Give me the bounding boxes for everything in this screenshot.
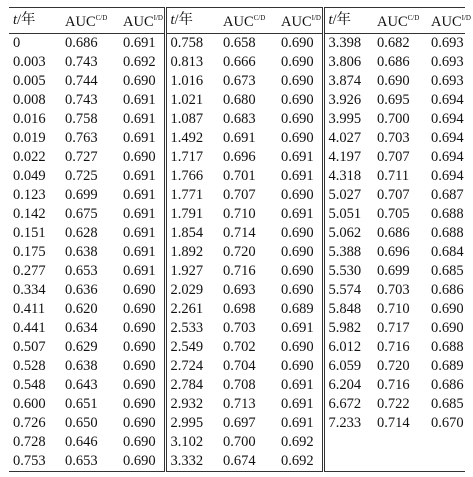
cell-t: 0.758 [165,34,219,54]
cell-auc-id: 0.690 [123,415,156,431]
cell-auc-id: 0.690 [281,225,314,241]
cell-auc-cd: 0.693 [223,282,256,298]
header-auc-label: AUC [377,14,408,30]
cell-auc-id: 0.690 [281,282,314,298]
cell-t: 0.005 [13,73,46,89]
header-t [9,8,61,34]
header-t-var: t [13,12,18,28]
cell-t: 3.926 [323,91,373,110]
cell-t: 1.016 [165,72,219,91]
cell-auc-id: 0.693 [431,35,464,51]
cell-auc-cd: 0.620 [65,301,98,317]
cell-auc-cd: 0.696 [377,244,410,260]
cell-t: 2.029 [165,281,219,300]
cell-auc-cd: 0.758 [65,111,98,127]
cell-auc-cd: 0.653 [65,453,98,469]
header-row [9,8,465,34]
cell-auc-cd: 0.673 [223,73,256,89]
cell-auc-id: 0.690 [123,453,156,469]
cell-auc-cd: 0.707 [223,187,256,203]
cell-t: 6.059 [323,357,373,376]
cell-t: 0.600 [13,396,46,412]
table-row [9,338,465,357]
cell-t: 0.003 [13,54,46,70]
cell-t: 4.318 [323,167,373,186]
cell-auc-cd: 0.743 [65,92,98,108]
cell-auc-id: 0.690 [281,54,314,70]
header-auc-label: AUC [281,14,312,30]
cell-auc-cd: 0.700 [377,111,410,127]
cell-auc-cd: 0.700 [223,434,256,450]
cell-auc-cd: 0.636 [65,282,98,298]
cell-auc-cd: 0.710 [377,301,410,317]
cell-auc-id: 0.691 [281,377,314,393]
cell-auc-id: 0.692 [123,54,156,70]
header-t-unit: /年 [17,12,36,28]
cell-t: 7.233 [323,414,373,433]
cell-auc-id: 0.690 [431,320,464,336]
table-row [9,167,465,186]
cell-t: 0.411 [13,301,46,317]
table-row [9,281,465,300]
cell-t [323,452,373,472]
table-row [9,319,465,338]
header-auc-cd-sup: C/D [95,14,108,22]
cell-t: 0 [13,35,21,51]
cell-auc-id: 0.694 [431,168,464,184]
cell-t: 5.530 [323,262,373,281]
header-auc-cd [373,8,427,34]
cell-t: 1.087 [165,110,219,129]
header-t-unit: /年 [174,12,194,28]
cell-t: 5.982 [323,319,373,338]
cell-auc-cd: 0.704 [223,358,256,374]
cell-t: 0.142 [13,206,46,222]
cell-auc-cd: 0.707 [377,149,410,165]
cell-auc-cd: 0.683 [223,111,256,127]
cell-t: 0.277 [13,263,46,279]
header-auc-cd [219,8,277,34]
cell-auc-cd: 0.691 [223,130,256,146]
cell-t: 2.261 [165,300,219,319]
cell-auc-cd: 0.686 [377,54,410,70]
cell-auc-cd: 0.702 [223,339,256,355]
header-t [323,8,373,34]
cell-auc-id: 0.691 [123,187,156,203]
header-auc-id-sup: I/D [153,14,163,22]
cell-t: 0.175 [13,244,46,260]
header-auc-label: AUC [431,14,462,30]
cell-t: 3.332 [165,452,219,472]
cell-auc-id: 0.694 [431,130,464,146]
cell-auc-cd: 0.628 [65,225,98,241]
cell-auc-cd: 0.666 [223,54,256,70]
cell-t: 3.398 [323,34,373,54]
cell-t: 0.016 [13,111,46,127]
cell-auc-cd: 0.716 [377,339,410,355]
cell-auc-cd: 0.674 [223,453,256,469]
cell-auc-cd: 0.725 [65,168,98,184]
cell-t: 3.995 [323,110,373,129]
cell-t: 1.791 [165,205,219,224]
cell-t: 0.441 [13,320,46,336]
cell-auc-id: 0.691 [281,168,314,184]
cell-auc-id: 0.691 [123,263,156,279]
cell-auc-cd: 0.658 [223,35,256,51]
cell-auc-id: 0.684 [431,244,464,260]
cell-auc-cd: 0.705 [377,206,410,222]
cell-t: 4.197 [323,148,373,167]
cell-auc-cd: 0.763 [65,130,98,146]
header-auc-id [427,8,471,34]
table-row [9,148,465,167]
cell-auc-id: 0.689 [431,358,464,374]
cell-auc-id: 0.688 [431,339,464,355]
cell-t: 0.123 [13,187,46,203]
cell-auc-id: 0.686 [431,377,464,393]
cell-auc-cd: 0.653 [65,263,98,279]
cell-auc-id: 0.691 [123,225,156,241]
cell-auc-id: 0.690 [281,263,314,279]
cell-auc-cd: 0.634 [65,320,98,336]
cell-auc-id: 0.687 [431,187,464,203]
cell-auc-id: 0.693 [431,54,464,70]
cell-auc-cd [373,433,427,452]
cell-auc-id: 0.690 [123,301,156,317]
cell-auc-cd: 0.651 [65,396,98,412]
cell-auc-id: 0.690 [123,149,156,165]
cell-auc-id: 0.688 [431,206,464,222]
cell-auc-id: 0.688 [431,225,464,241]
cell-auc-cd: 0.720 [377,358,410,374]
cell-auc-id: 0.690 [123,434,156,450]
cell-auc-id: 0.690 [281,73,314,89]
cell-t: 3.874 [323,72,373,91]
header-auc-label: AUC [65,14,96,30]
cell-auc-id: 0.690 [281,35,314,51]
cell-auc-id: 0.691 [281,415,314,431]
cell-auc-id: 0.690 [281,244,314,260]
cell-t: 2.533 [165,319,219,338]
cell-auc-id: 0.691 [281,206,314,222]
table-row [9,53,465,72]
cell-auc-cd: 0.690 [377,73,410,89]
cell-t: 0.049 [13,168,46,184]
cell-auc-id: 0.692 [281,453,314,469]
cell-t: 3.806 [323,53,373,72]
cell-auc-cd: 0.743 [65,54,98,70]
cell-auc-id: 0.686 [431,282,464,298]
header-auc-cd-sup: C/D [253,14,266,22]
cell-auc-cd: 0.675 [65,206,98,222]
cell-t: 0.753 [13,453,46,469]
cell-auc-cd: 0.699 [377,263,410,279]
table-row [9,300,465,319]
cell-auc-id: 0.670 [431,415,464,431]
cell-auc-id: 0.690 [123,377,156,393]
cell-auc-id: 0.685 [431,263,464,279]
cell-auc-id: 0.694 [431,149,464,165]
cell-auc-id: 0.691 [123,244,156,260]
cell-auc-cd: 0.686 [65,35,98,51]
cell-auc-id: 0.692 [281,434,314,450]
cell-auc-id: 0.691 [123,206,156,222]
table-body [9,34,465,472]
cell-auc-id: 0.691 [281,396,314,412]
cell-auc-id [427,433,465,452]
cell-auc-id: 0.690 [123,339,156,355]
table-row [9,72,465,91]
table-row [9,395,465,414]
cell-t: 1.492 [165,129,219,148]
header-auc-cd-sup: C/D [407,14,420,22]
cell-t: 6.672 [323,395,373,414]
table-row [9,186,465,205]
cell-auc-cd [373,452,427,472]
cell-t: 1.854 [165,224,219,243]
cell-auc-id: 0.691 [123,92,156,108]
cell-auc-cd: 0.698 [223,301,256,317]
cell-auc-cd: 0.697 [223,415,256,431]
cell-auc-id: 0.689 [281,301,314,317]
cell-auc-cd: 0.695 [377,92,410,108]
cell-auc-id: 0.690 [281,187,314,203]
cell-auc-cd: 0.643 [65,377,98,393]
cell-t: 5.027 [323,186,373,205]
cell-auc-cd: 0.680 [223,92,256,108]
cell-t: 1.892 [165,243,219,262]
cell-t: 2.549 [165,338,219,357]
cell-t: 0.548 [13,377,46,393]
cell-auc-cd: 0.703 [377,130,410,146]
cell-t: 0.022 [13,149,46,165]
table-row [9,243,465,262]
table-row [9,224,465,243]
cell-t: 0.334 [13,282,46,298]
header-t-var: t [328,12,333,28]
table-row [9,129,465,148]
cell-auc-cd: 0.716 [223,263,256,279]
cell-auc-cd: 0.646 [65,434,98,450]
header-t-var: t [170,12,175,28]
table-row [9,452,465,472]
cell-t: 5.848 [323,300,373,319]
cell-auc-cd: 0.701 [223,168,256,184]
cell-auc-id: 0.690 [281,130,314,146]
cell-auc-id: 0.691 [123,35,156,51]
cell-auc-id: 0.690 [123,320,156,336]
cell-auc-cd: 0.722 [377,396,410,412]
cell-auc-cd: 0.699 [65,187,98,203]
cell-auc-cd: 0.686 [377,225,410,241]
cell-auc-cd: 0.638 [65,244,98,260]
header-auc-id [119,8,165,34]
table-row [9,376,465,395]
cell-t: 5.388 [323,243,373,262]
cell-t: 0.728 [13,434,46,450]
cell-auc-id: 0.690 [123,396,156,412]
header-auc-label: AUC [223,14,254,30]
cell-t: 5.574 [323,281,373,300]
cell-auc-cd: 0.703 [223,320,256,336]
cell-auc-cd: 0.710 [223,206,256,222]
cell-auc-id: 0.694 [431,92,464,108]
cell-t: 0.008 [13,92,46,108]
cell-auc-cd: 0.714 [223,225,256,241]
cell-auc-id: 0.694 [431,111,464,127]
cell-t: 2.724 [165,357,219,376]
cell-t: 6.204 [323,376,373,395]
cell-auc-id: 0.690 [123,73,156,89]
cell-t: 1.766 [165,167,219,186]
cell-auc-cd: 0.713 [223,396,256,412]
table-row [9,91,465,110]
cell-auc-cd: 0.650 [65,415,98,431]
cell-auc-cd: 0.711 [377,168,410,184]
cell-auc-cd: 0.638 [65,358,98,374]
cell-auc-id: 0.690 [431,301,464,317]
cell-auc-id: 0.691 [123,168,156,184]
cell-auc-cd: 0.707 [377,187,410,203]
auc-table [9,7,471,472]
cell-t: 0.507 [13,339,46,355]
cell-auc-cd: 0.696 [223,149,256,165]
table-row [9,357,465,376]
cell-auc-cd: 0.708 [223,377,256,393]
cell-t: 3.102 [165,433,219,452]
header-auc-id-sup: I/D [311,14,321,22]
cell-t: 4.027 [323,129,373,148]
cell-auc-id: 0.690 [281,339,314,355]
table-row [9,414,465,433]
cell-auc-id: 0.693 [431,73,464,89]
header-t [165,8,219,34]
header-t-unit: /年 [332,12,352,28]
cell-auc-cd: 0.682 [377,35,410,51]
cell-auc-id: 0.691 [281,320,314,336]
cell-t: 0.813 [165,53,219,72]
header-auc-label: AUC [123,14,154,30]
cell-auc-cd: 0.629 [65,339,98,355]
cell-t: 5.062 [323,224,373,243]
cell-auc-cd: 0.744 [65,73,98,89]
cell-t: 0.151 [13,225,46,241]
table-row [9,433,465,452]
cell-auc-cd: 0.717 [377,320,410,336]
cell-t [323,433,373,452]
cell-auc-id: 0.690 [281,92,314,108]
cell-auc-id: 0.691 [123,111,156,127]
cell-auc-id: 0.690 [281,358,314,374]
cell-t: 1.927 [165,262,219,281]
cell-t: 1.717 [165,148,219,167]
cell-t: 0.019 [13,130,46,146]
cell-t: 6.012 [323,338,373,357]
cell-t: 0.726 [13,415,46,431]
cell-auc-id: 0.685 [431,396,464,412]
cell-t: 1.771 [165,186,219,205]
cell-t: 2.995 [165,414,219,433]
cell-auc-id: 0.690 [123,282,156,298]
cell-t: 5.051 [323,205,373,224]
cell-auc-cd: 0.714 [377,415,410,431]
cell-auc-id: 0.690 [281,111,314,127]
cell-auc-cd: 0.703 [377,282,410,298]
header-auc-cd [61,8,119,34]
table-row [9,205,465,224]
cell-t: 2.784 [165,376,219,395]
cell-t: 1.021 [165,91,219,110]
cell-auc-cd: 0.720 [223,244,256,260]
table-row [9,262,465,281]
table-row [9,110,465,129]
cell-auc-id: 0.691 [123,130,156,146]
cell-auc-cd: 0.727 [65,149,98,165]
cell-auc-cd: 0.716 [377,377,410,393]
cell-t: 0.528 [13,358,46,374]
cell-t: 2.932 [165,395,219,414]
cell-auc-id [427,452,465,472]
header-auc-id-sup: I/D [461,14,471,22]
table-row [9,34,465,54]
header-auc-id [277,8,323,34]
cell-auc-id: 0.690 [123,358,156,374]
auc-table-container [9,7,471,472]
cell-auc-id: 0.691 [281,149,314,165]
